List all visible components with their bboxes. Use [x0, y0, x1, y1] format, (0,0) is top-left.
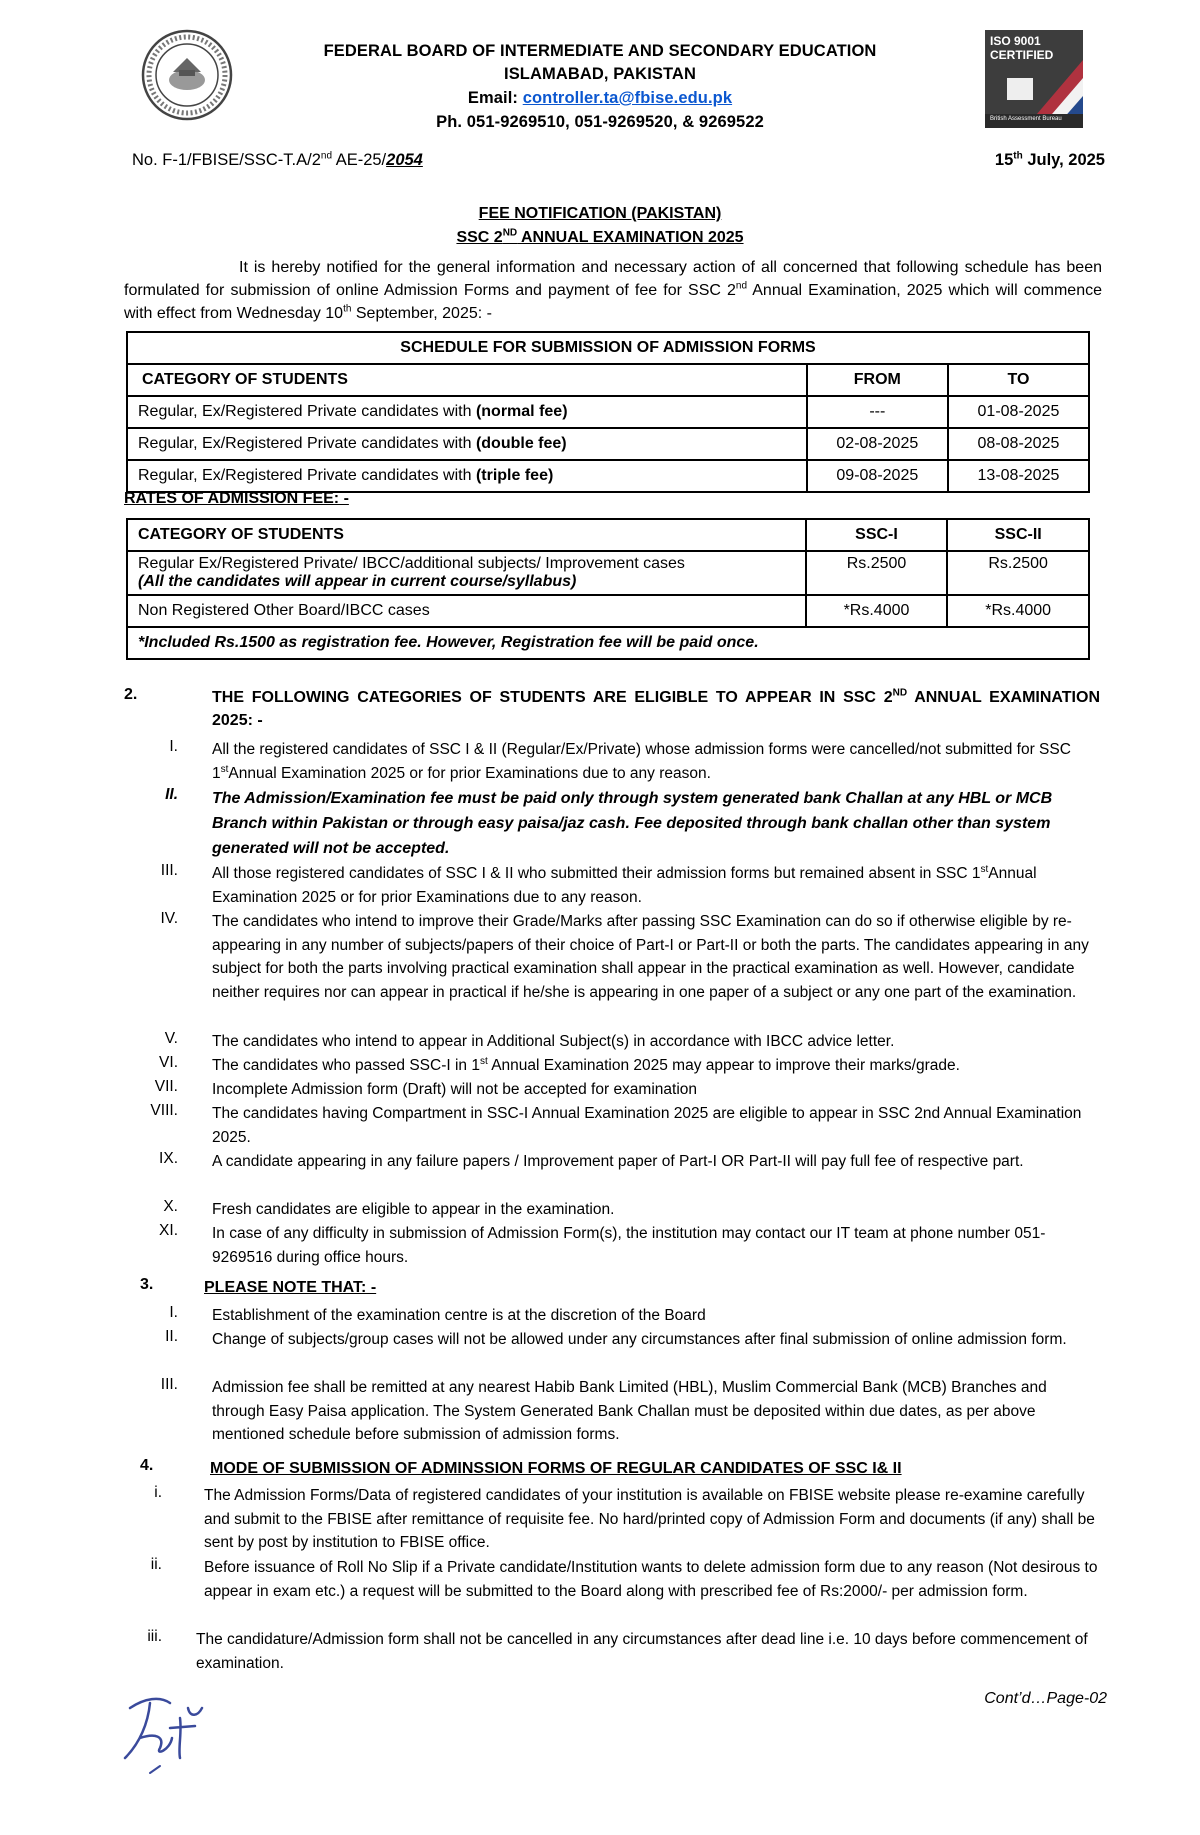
schedule-from-cell: 09-08-2025	[807, 460, 948, 492]
email-link[interactable]: controller.ta@fbise.edu.pk	[522, 89, 733, 107]
ref-middle: AE-25/	[332, 151, 387, 169]
list-item: In case of any difficulty in submission of Admission Form(s), the institution may contact our IT team at phone number 051-9269516 during office hours.	[212, 1225, 1046, 1266]
list-item-number: i.	[154, 1484, 162, 1501]
email-label: Email:	[467, 89, 523, 107]
phone-line: Ph. 051-9269510, 051-9269520, & 9269522	[436, 113, 764, 131]
fee-header-ssc2: SSC-II	[947, 519, 1089, 551]
org-city: ISLAMABAD, PAKISTAN	[504, 65, 696, 83]
list-item: The candidature/Admission form shall not be cancelled in any circumstances after dead line i.e. 10 days before commencement of examination.	[196, 1631, 1088, 1672]
list-item-number: XI.	[159, 1222, 178, 1239]
signature-mark	[110, 1678, 220, 1783]
list-item: The Admission Forms/Data of registered candidates of your institution is available on FBISE website please re-examine carefully and submit to the FBISE after remittance of requisite fee. No hard/printed copy of Admission Form and documents (if any) shall be sent by post by institution to FBISE office.	[204, 1487, 1095, 1551]
fee-ssc1-cell: Rs.2500	[806, 551, 948, 595]
schedule-table	[126, 331, 1090, 493]
section3-heading: PLEASE NOTE THAT: -	[204, 1279, 377, 1296]
item-sup: st	[980, 863, 989, 875]
item-text: All the registered candidates of SSC I & II (Regular/Ex/Private) whose admission forms were cancelled/not submitted for SSC 1	[212, 741, 1071, 782]
fee-row1-text: Regular Ex/Registered Private/ IBCC/additional subjects/ Improvement cases	[138, 555, 685, 572]
date-rest: July, 2025	[1022, 151, 1105, 169]
intro-a: It is hereby notified for the general information and necessary action of all concerned that following schedule has been formulated for submission of online Admission Forms and payment of fee for SSC 2	[124, 259, 1102, 299]
list-item: The Admission/Examination fee must be paid only through system generated bank Challan at any HBL or MCB Branch within Pakistan or through easy paisa/jaz cash. Fee deposited through bank challan other than system generated will not be accepted.	[212, 790, 1053, 857]
list-item-number: VIII.	[150, 1102, 178, 1119]
ref-prefix: No. F-1/FBISE/SSC-T.A/2	[132, 151, 321, 169]
list-item-number: iii.	[147, 1628, 162, 1645]
intro-b-sup: th	[343, 303, 352, 315]
intro-c: September, 2025: -	[351, 305, 492, 322]
list-item: The candidates having Compartment in SSC-I Annual Examination 2025 are eligible to appear in SSC 2nd Annual Examination 2025.	[212, 1105, 1082, 1146]
ref-sup: nd	[320, 150, 333, 162]
subtitle-sup: ND	[502, 227, 518, 239]
iso-badge-line1: ISO 9001	[990, 34, 1041, 48]
fee-category-cell: Non Registered Other Board/IBCC cases	[127, 595, 806, 627]
schedule-from-cell: 02-08-2025	[807, 428, 948, 460]
row-fee: (double fee)	[475, 435, 567, 452]
item-text-b: Annual Examination 2025 or for prior Examinations due to any reason.	[228, 764, 711, 782]
schedule-header-to: TO	[948, 364, 1089, 396]
schedule-to-cell: 08-08-2025	[948, 428, 1089, 460]
section2-number: 2.	[124, 686, 138, 703]
schedule-from-cell: ---	[807, 396, 948, 428]
list-item: The candidates who intend to improve their Grade/Marks after passing SSC Examination can do so if otherwise eligible by re-appearing in any number of subjects/papers of their choice of Part-I or Part-II or both the parts. The candidates appearing in any subject for both the parts involving practical examination shall appear in the practical examination as well. However, candidate neither requires nor can appear in practical if he/she is appearing in one paper of a subject or any one part of the examination.	[212, 913, 1089, 1001]
table-row	[127, 551, 1089, 595]
item-text-b: Annual Examination 2025 or for prior Examinations due to any reason.	[212, 865, 1037, 906]
item-text: All those registered candidates of SSC I & II who submitted their admission forms but remained absent in SSC 1	[212, 865, 981, 882]
list-item-number: V.	[164, 1030, 178, 1047]
rates-heading: RATES OF ADMISSION FEE: -	[124, 490, 349, 507]
continued-note: Cont’d…Page-02	[984, 1690, 1107, 1707]
list-item-number: VII.	[154, 1078, 178, 1095]
section2-heading-sup: ND	[892, 687, 908, 699]
section2-heading-b: ANNUAL EXAMINATION 2025: -	[212, 689, 1100, 729]
list-item: Fresh candidates are eligible to appear in the examination.	[212, 1201, 615, 1218]
list-item: The candidates who intend to appear in Additional Subject(s) in accordance with IBCC advice letter.	[212, 1033, 895, 1050]
list-item-number: VI.	[159, 1054, 178, 1071]
row-fee: (triple fee)	[475, 467, 554, 484]
date-sup: th	[1013, 150, 1023, 162]
intro-a-sup: nd	[735, 280, 748, 292]
list-item: Change of subjects/group cases will not be allowed under any circumstances after final submission of online admission form.	[212, 1331, 1067, 1348]
subtitle-a: SSC 2	[456, 229, 503, 246]
list-item-number: II.	[165, 786, 178, 803]
notice-title: FEE NOTIFICATION (PAKISTAN)	[478, 205, 722, 222]
item-text-b: Annual Examination 2025 may appear to improve their marks/grade.	[487, 1057, 960, 1074]
section3-number: 3.	[140, 1276, 154, 1293]
email-line	[230, 89, 970, 108]
intro-b: Annual Examination, 2025 which will commence with effect from Wednesday 10	[124, 282, 1103, 322]
list-item-number: III.	[160, 1376, 178, 1393]
iso-badge-text	[990, 34, 1060, 62]
list-item: Before issuance of Roll No Slip if a Private candidate/Institution wants to delete admission form due to any reason (Not desirous to appear in exam etc.) a request will be submitted to the Board along with prescribed fee of Rs:2000/- per admission form.	[204, 1559, 1098, 1600]
item-sup: st	[220, 763, 229, 775]
item-sup: st	[479, 1055, 488, 1067]
iso-badge-footer: British Assessment Bureau	[990, 116, 1062, 122]
ref-no: 2054	[386, 151, 423, 169]
list-item	[212, 738, 1102, 785]
schedule-header-category: CATEGORY OF STUDENTS	[127, 364, 807, 396]
table-row	[127, 460, 1089, 492]
date-day: 15	[994, 151, 1014, 169]
fee-ssc2-cell: *Rs.4000	[947, 595, 1089, 627]
list-item: A candidate appearing in any failure papers / Improvement paper of Part-I OR Part-II will pay full fee of respective part.	[212, 1153, 1024, 1170]
row-category: Regular, Ex/Registered Private candidates with	[138, 467, 476, 484]
list-item-number: I.	[169, 738, 178, 755]
fee-ssc1-cell: *Rs.4000	[806, 595, 948, 627]
list-item-number: X.	[163, 1198, 178, 1215]
schedule-category-cell	[127, 460, 807, 492]
row-category: Regular, Ex/Registered Private candidates with	[138, 403, 476, 420]
fee-row1-note: (All the candidates will appear in current course/syllabus)	[138, 573, 577, 590]
list-item	[212, 1054, 1102, 1078]
fee-table	[126, 518, 1090, 660]
notice-subtitle	[0, 229, 1200, 247]
schedule-header-from: FROM	[807, 364, 948, 396]
item-text: The candidates who passed SSC-I in 1	[212, 1057, 480, 1074]
table-row	[127, 595, 1089, 627]
table-row	[127, 428, 1089, 460]
list-item: Establishment of the examination centre is at the discretion of the Board	[212, 1307, 706, 1324]
fee-header-category: CATEGORY OF STUDENTS	[127, 519, 806, 551]
fee-category-cell	[127, 551, 806, 595]
section2-heading	[212, 686, 1100, 732]
schedule-to-cell: 13-08-2025	[948, 460, 1089, 492]
list-item-number: IV.	[160, 910, 178, 927]
list-item-number: IX.	[159, 1150, 178, 1167]
subtitle-b: ANNUAL EXAMINATION 2025	[517, 229, 744, 246]
table-row	[127, 396, 1089, 428]
schedule-category-cell	[127, 428, 807, 460]
schedule-to-cell: 01-08-2025	[948, 396, 1089, 428]
row-fee: (normal fee)	[475, 403, 568, 420]
section4-heading: MODE OF SUBMISSION OF ADMINSSION FORMS OF REGULAR CANDIDATES OF SSC I& II	[210, 1460, 902, 1477]
fee-ssc2-cell: Rs.2500	[947, 551, 1089, 595]
list-item-number: ii.	[150, 1556, 162, 1573]
section4-number: 4.	[140, 1457, 154, 1474]
fbise-seal-logo	[140, 28, 234, 122]
fee-footnote: *Included Rs.1500 as registration fee. However, Registration fee will be paid once.	[127, 627, 1089, 659]
list-item-number: I.	[169, 1304, 178, 1321]
list-item-number: II.	[165, 1328, 178, 1345]
org-name: FEDERAL BOARD OF INTERMEDIATE AND SECONDARY EDUCATION	[323, 42, 877, 60]
list-item-number: III.	[160, 862, 178, 879]
fee-header-ssc1: SSC-I	[806, 519, 948, 551]
list-item: Admission fee shall be remitted at any nearest Habib Bank Limited (HBL), Muslim Commercial Bank (MCB) Branches and through Easy Paisa application. The System Generated Bank Challan must be deposited within due dates, as per above mentioned schedule before submission of admission forms.	[212, 1379, 1047, 1443]
schedule-category-cell	[127, 396, 807, 428]
row-category: Regular, Ex/Registered Private candidates with	[138, 435, 476, 452]
issue-date	[995, 151, 1105, 170]
iso-badge-line2: CERTIFIED	[990, 48, 1054, 62]
reference-number	[132, 151, 423, 170]
schedule-title: SCHEDULE FOR SUBMISSION OF ADMISSION FORMS	[127, 332, 1089, 364]
list-item: Incomplete Admission form (Draft) will not be accepted for examination	[212, 1081, 698, 1098]
section2-heading-a: THE FOLLOWING CATEGORIES OF STUDENTS ARE ELIGIBLE TO APPEAR IN SSC 2	[212, 689, 893, 706]
list-item	[212, 862, 1102, 909]
intro-paragraph	[124, 256, 1102, 325]
